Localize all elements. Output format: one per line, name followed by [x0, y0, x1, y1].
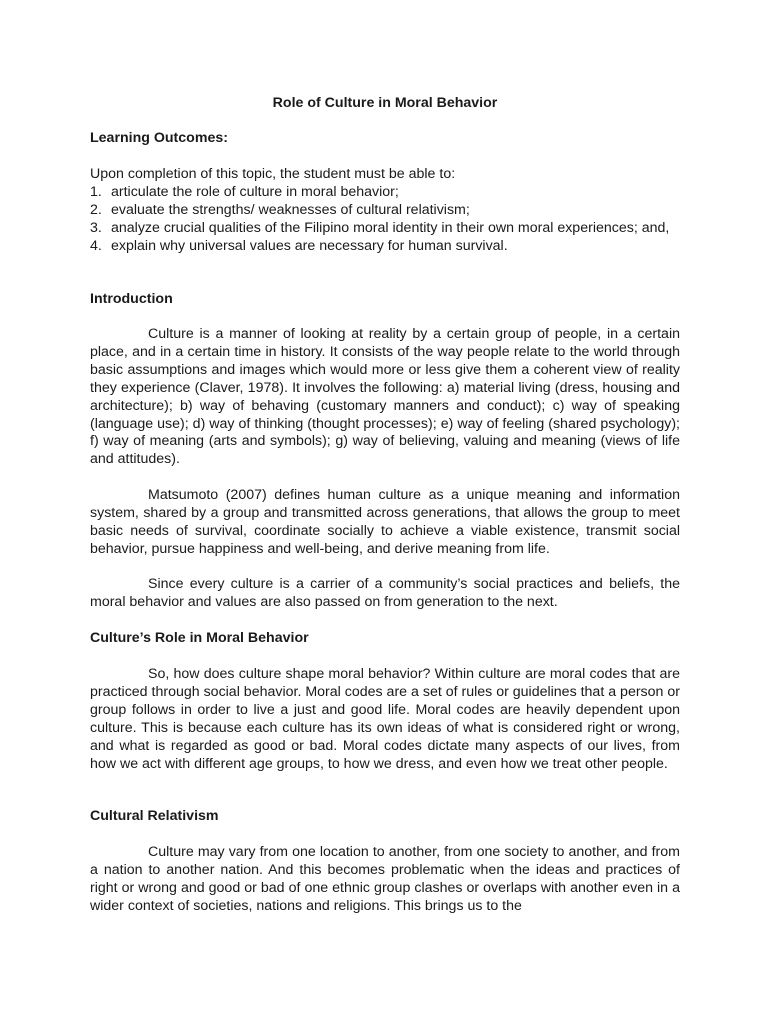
list-item-text: evaluate the strengths/ weaknesses of cultural relativism; — [111, 201, 470, 218]
list-item — [90, 202, 680, 220]
list-item-number: 4. — [90, 237, 102, 254]
cultures-role-heading: Culture’s Role in Moral Behavior — [90, 630, 309, 646]
cultural-relativism-paragraph: Culture may vary from one location to another, from one society to another, and from a nation to another nation. And this becomes problematic when the ideas and practices of right or wrong and good or bad of one ethnic group clashes or overlaps with another even in a wider context of societies, nations and religions. This brings us to the — [90, 844, 680, 914]
learning-outcomes-intro: Upon completion of this topic, the student must be able to: — [90, 166, 456, 182]
list-item-number: 3. — [90, 219, 102, 236]
cultures-role-paragraph: So, how does culture shape moral behavior? Within culture are moral codes that are practiced through social behavior. Moral codes are a set of rules or guidelines that a person or group follows in order to live a just and good life. Moral codes are heavily dependent upon culture. This is because each culture has its own ideas of what is considered right or wrong, and what is regarded as good or bad. Moral codes dictate many aspects of our lives, from how we act with different age groups, to how we dress, and even how we treat other people. — [90, 666, 680, 772]
document-title: Role of Culture in Moral Behavior — [272, 95, 498, 111]
introduction-paragraph-3: Since every culture is a carrier of a community’s social practices and beliefs, the moral behavior and values are also passed on from generation to the next. — [90, 576, 680, 610]
learning-outcomes-list — [90, 184, 680, 256]
list-item — [90, 238, 680, 256]
introduction-paragraph-1: Culture is a manner of looking at reality by a certain group of people, in a certain place, and in a certain time in history. It consists of the way people relate to the world through basic assumptions and images which would more or less give them a coherent view of reality they experience (Claver, 1978). It involves the following: a) material living (dress, housing and architecture); b) way of behaving (customary manners and conduct); c) way of speaking (language use); d) way of thinking (thought processes); e) way of feeling (shared psychology); f) way of meaning (arts and symbols); g) way of believing, valuing and meaning (views of life and attitudes). — [90, 326, 680, 468]
list-item — [90, 220, 680, 238]
introduction-paragraph-2: Matsumoto (2007) defines human culture as a unique meaning and information system, shared by a group and transmitted across generations, that allows the group to meet basic needs of survival, coordinate socially to achieve a viable existence, transmit social behavior, pursue happiness and well-being, and derive meaning from life. — [90, 487, 680, 557]
list-item — [90, 184, 680, 202]
introduction-heading: Introduction — [90, 291, 173, 307]
list-item-text: analyze crucial qualities of the Filipino moral identity in their own moral experiences; and, — [111, 219, 670, 236]
list-item-text: explain why universal values are necessary for human survival. — [111, 237, 508, 254]
cultural-relativism-heading: Cultural Relativism — [90, 808, 219, 824]
list-item-number: 2. — [90, 201, 102, 218]
list-item-number: 1. — [90, 184, 102, 200]
learning-outcomes-heading: Learning Outcomes: — [90, 130, 228, 146]
list-item-text: articulate the role of culture in moral behavior; — [111, 184, 399, 200]
